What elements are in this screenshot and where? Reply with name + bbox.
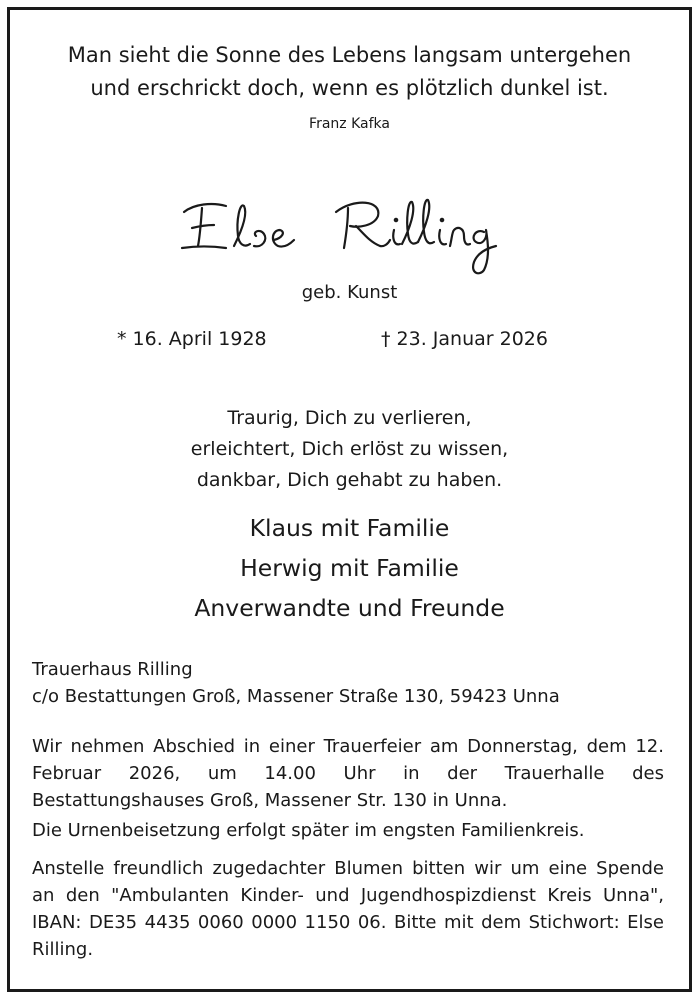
donation-notice: Anstelle freundlich zugedachter Blumen bitten wir um eine Spende an den "Ambulanten Kinder- und Jugendhospizdienst Kreis Unna", IBAN: DE35 4435 0060 0000 1150 06. Bitte mit dem Stichwort: Else Rilling. [32, 858, 664, 960]
quote-author: Franz Kafka [309, 116, 390, 132]
mourners-list [0, 508, 699, 628]
obituary-border [7, 7, 692, 992]
address-line-2: c/o Bestattungen Groß, Massener Straße 130, 59423 Unna [32, 686, 560, 707]
mourning-poem [0, 403, 699, 496]
ceremony-notice: Wir nehmen Abschied in einer Trauerfeier am Donnerstag, dem 12. Februar 2026, um 14.00 Uhr in der Trauerhalle des Bestattungshauses Groß, Massener Str. 130 in Unna. [32, 736, 664, 811]
address-line-1: Trauerhaus Rilling [32, 659, 193, 680]
quote-line-1: Man sieht die Sonne des Lebens langsam untergehen [67, 43, 632, 67]
handwritten-name-signature [170, 190, 530, 280]
mourning-house-address [32, 656, 664, 710]
poem-line: dankbar, Dich gehabt zu haben. [196, 469, 503, 491]
mourner: Anverwandte und Freunde [194, 594, 505, 622]
poem-line: Traurig, Dich zu verlieren, [227, 407, 472, 429]
death-date: † 23. Januar 2026 [381, 328, 548, 350]
mourner: Herwig mit Familie [240, 554, 459, 582]
kafka-quote [0, 39, 699, 105]
birth-name: geb. Kunst [301, 282, 398, 303]
deceased-name-signature [0, 190, 699, 280]
burial-notice: Die Urnenbeisetzung erfolgt später im engsten Familienkreis. [32, 820, 585, 841]
poem-line: erleichtert, Dich erlöst zu wissen, [190, 438, 509, 460]
quote-line-2: und erschrickt doch, wenn es plötzlich dunkel ist. [90, 76, 609, 100]
birth-date: * 16. April 1928 [117, 328, 267, 350]
mourner: Klaus mit Familie [249, 514, 450, 542]
